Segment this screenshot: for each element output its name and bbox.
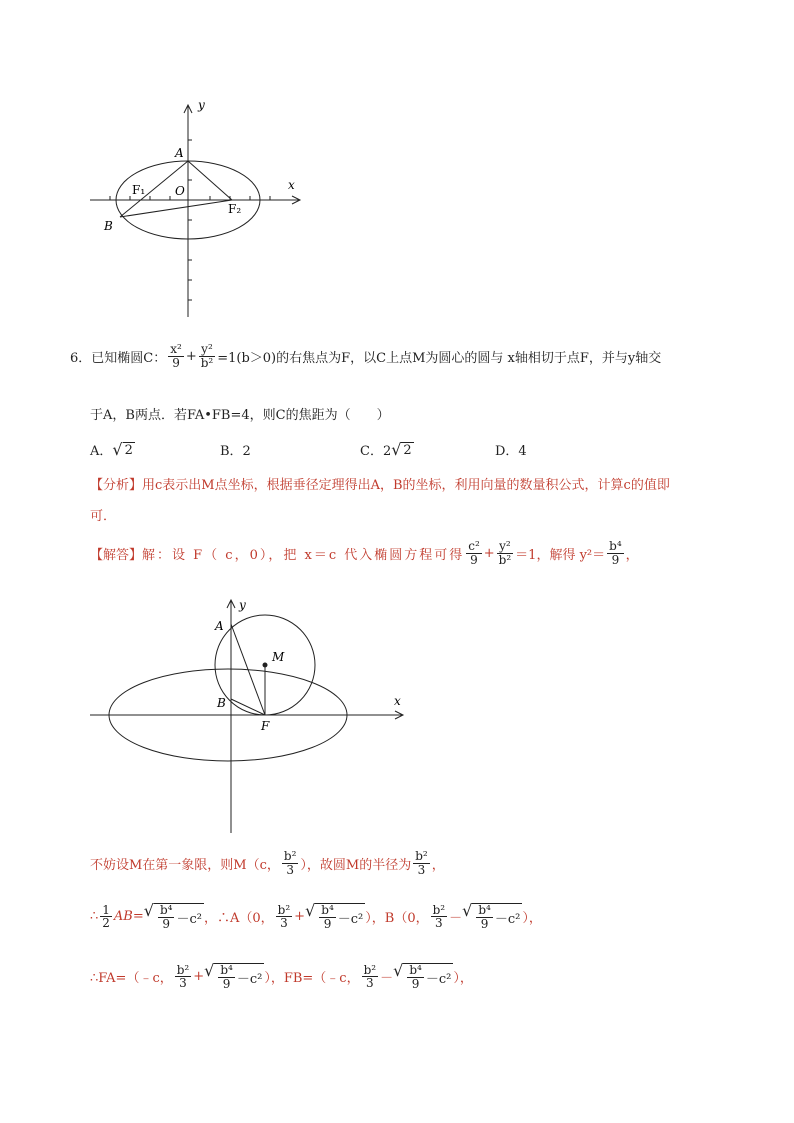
step-2: ∴ $\frac{1}{2}$ AB = √ $\frac{\text{b⁴}}{9}$ －c² ，∴A（0， $\frac{\text{b²}}{3}$ + √ $\frac{\text{b⁴}}{9}$ －c² ），B（0， $\frac{\text{b²}}{3}$ － √ $\frac{\text{b⁴}}{9}$ －c² ），: [90, 901, 542, 931]
label-y: y: [198, 98, 205, 112]
point-M: [263, 663, 268, 668]
analysis-line2: 可．: [90, 509, 117, 524]
figure-ellipse-focal: [80, 95, 320, 325]
stem-mid: =1(b＞0)的右焦点为F，以C上点M为圆心的圆与 x轴相切于点F，并与y轴交: [217, 350, 662, 366]
label-y: y: [239, 598, 246, 612]
question-line2: 于A，B两点．若FA•FB=4，则C的焦距为（ ）: [90, 408, 390, 423]
figure-ellipse-circle: [85, 595, 415, 840]
stem-pre: 已知椭圆C：: [91, 350, 167, 366]
solution-eq: ＝1，解得 y²＝: [515, 547, 606, 563]
label-B: B: [104, 219, 113, 233]
label-x: x: [394, 694, 401, 708]
option-d: D．4: [495, 444, 527, 459]
label-A: A: [215, 619, 224, 633]
fraction-y2-b2-sol: $\frac{\text{y²}}{\text{b²}}$: [498, 539, 512, 567]
label-A: A: [175, 146, 184, 160]
option-a: A． √ 2: [90, 439, 133, 459]
label-O: O: [175, 184, 185, 198]
analysis-tag: 【分析】: [90, 478, 143, 493]
step-1: 不妨设M在第一象限，则M（c， $\frac{\text{b²}}{3}$ ），故圆M的半径为 $\frac{\text{b²}}{3}$ ，: [90, 849, 445, 877]
fraction-b4-9: $\frac{\text{b⁴}}{9}$: [609, 539, 622, 567]
label-B: B: [217, 696, 226, 710]
fraction-c2-9: $\frac{\text{c²}}{9}$: [468, 539, 480, 567]
step-3: ∴FA=（﹣c， $\frac{\text{b²}}{3}$ + √ $\frac{\text{b⁴}}{9}$ －c² ），FB=（﹣c， $\frac{\text{b²}}{3}$ － √ $\frac{\text{b⁴}}{9}$ －c² ），: [90, 961, 473, 991]
option-b: B．2: [220, 444, 251, 459]
label-F1: F₁: [132, 183, 146, 197]
question-stem: 6． 已知椭圆C： $\frac{\text{x²}}{9}$ + $\frac{\text{y²}}{\text{b²}}$ =1(b＞0)的右焦点为F，以C上点M为圆心的圆与 x轴相切于点F，并与y轴交: [70, 342, 662, 370]
label-x: x: [288, 178, 295, 192]
question-number: 6．: [70, 350, 92, 366]
fraction-y2-b2: $\frac{\text{y²}}{\text{b²}}$: [200, 342, 214, 370]
solution-line: 【解答】 解：设 F（ c，0），把 x＝c 代入椭圆方程可得 $\frac{\text{c²}}{9}$ + $\frac{\text{y²}}{\text{b²}}$ ＝1，解得 y²＝ $\frac{\text{b⁴}}{9}$ ，: [90, 539, 639, 567]
label-M: M: [272, 650, 285, 664]
solution-text: 解：设 F（ c，0），把 x＝c 代入椭圆方程可得: [142, 547, 465, 563]
options-row: [90, 440, 527, 459]
label-F: F: [261, 719, 270, 733]
label-F2: F₂: [228, 202, 242, 216]
analysis-line1: 【分析】用c表示出M点坐标，根据垂径定理得出A，B的坐标，利用向量的数量积公式，计算c的值即: [90, 478, 670, 493]
fraction-x2-9: $\frac{\text{x²}}{9}$: [170, 342, 182, 370]
option-c: C．2 √ 2: [360, 439, 412, 459]
solution-tag: 【解答】: [90, 547, 143, 563]
